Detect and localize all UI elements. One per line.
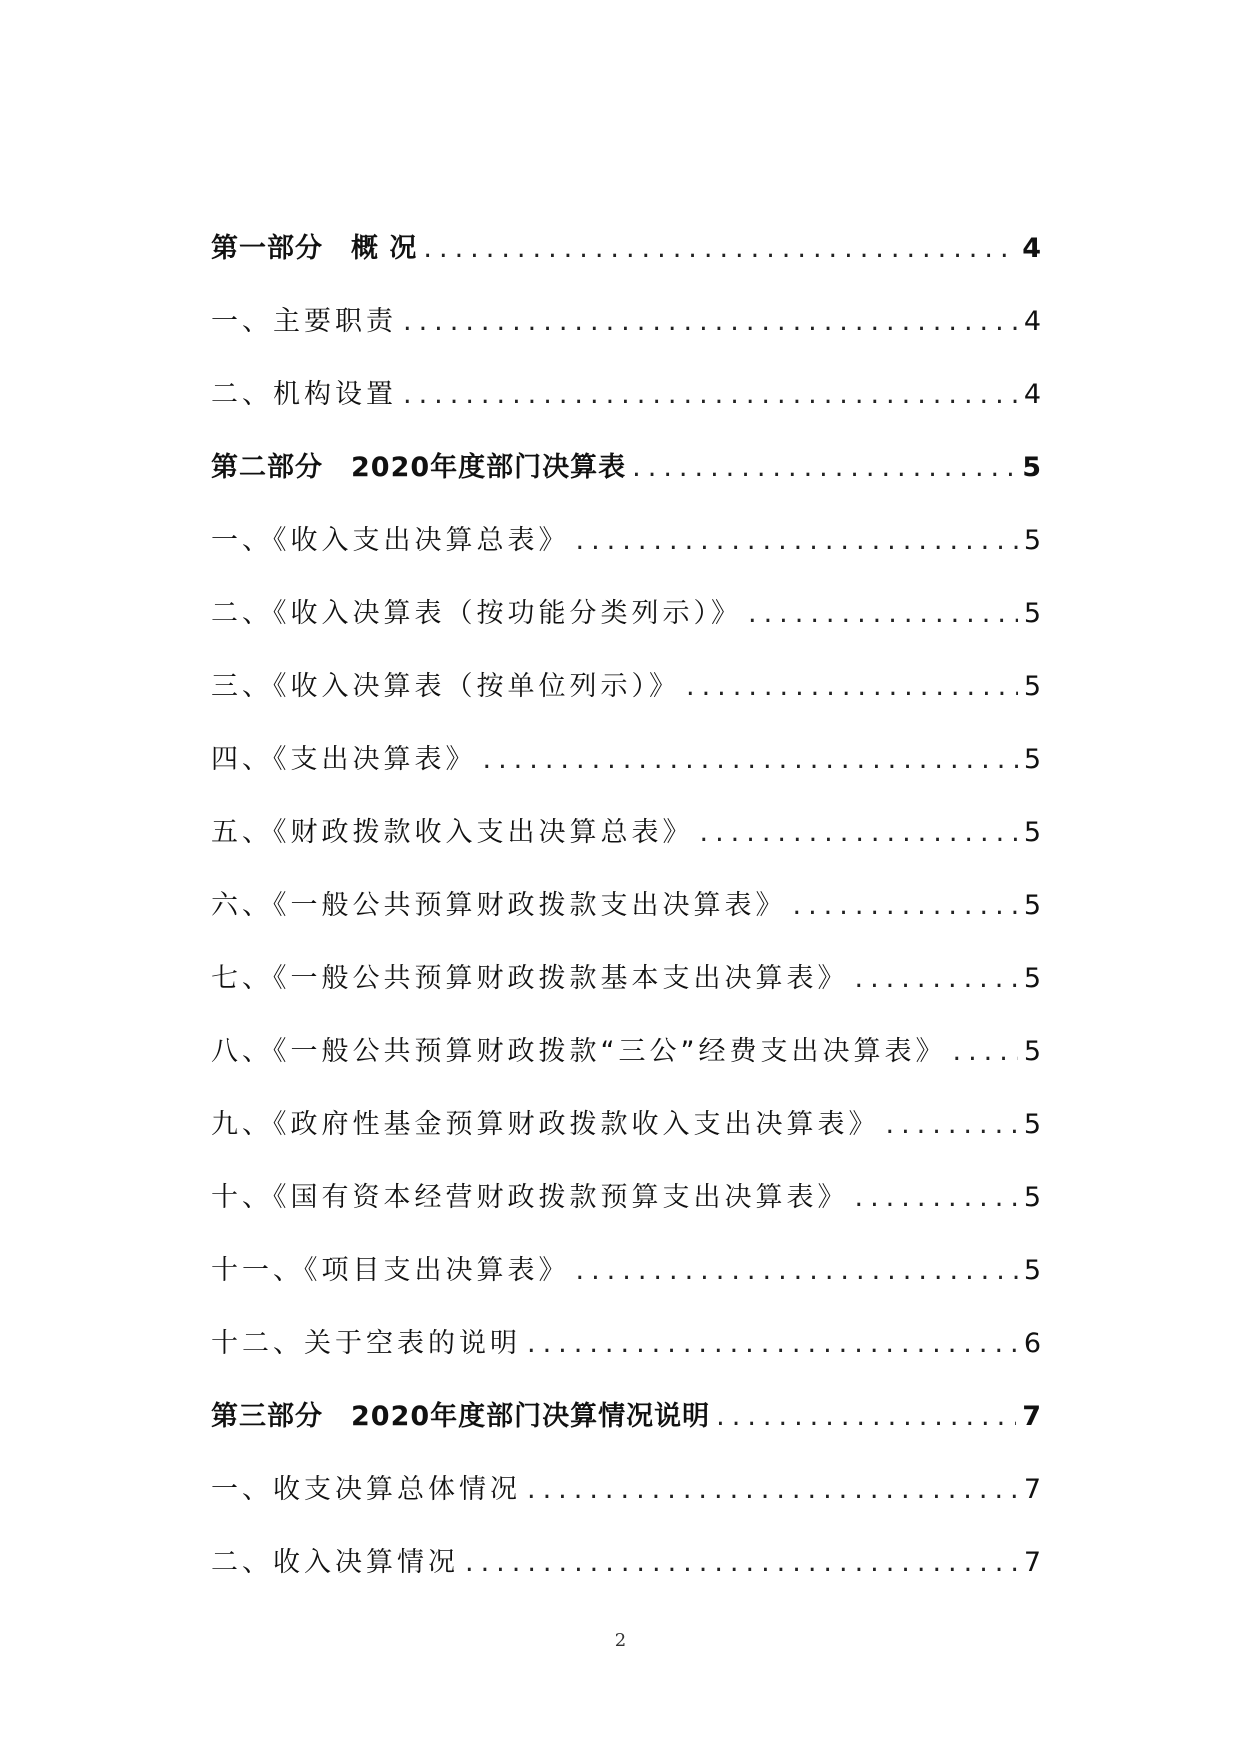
toc-entry-page: 5	[1023, 817, 1041, 848]
toc-entry-page: 5	[1022, 452, 1041, 483]
toc-entry-page: 5	[1023, 525, 1041, 556]
toc-dot-leader	[527, 1317, 1018, 1371]
toc-entry-page: 4	[1023, 379, 1041, 410]
toc-entry-label: 二、《收入决算表（按功能分类列示）》	[211, 598, 742, 629]
toc-entry[interactable]	[211, 514, 1041, 587]
toc-entry-page: 5	[1023, 1109, 1041, 1140]
toc-entry[interactable]	[211, 1317, 1041, 1390]
toc-entry[interactable]	[211, 806, 1041, 879]
toc-entry-page: 7	[1022, 1401, 1041, 1432]
toc-entry-page: 5	[1023, 963, 1041, 994]
toc-entry-label: 第一部分 概 况	[211, 233, 418, 264]
toc-entry-page: 5	[1023, 671, 1041, 702]
toc-entry[interactable]	[211, 1025, 1041, 1098]
toc-dot-leader	[886, 1098, 1018, 1152]
toc-entry[interactable]	[211, 368, 1041, 441]
toc-entry-label: 第二部分 2020年度部门决算表	[211, 452, 627, 483]
toc-dot-leader	[465, 1536, 1018, 1590]
toc-dot-leader	[748, 587, 1018, 641]
toc-entry-label: 十一、《项目支出决算表》	[211, 1255, 570, 1286]
toc-dot-leader	[855, 952, 1018, 1006]
toc-dot-leader	[686, 660, 1018, 714]
toc-entry[interactable]	[211, 222, 1041, 295]
toc-entry-page: 5	[1023, 1036, 1041, 1067]
toc-entry-page: 5	[1023, 598, 1041, 629]
toc-dot-leader	[952, 1025, 1017, 1079]
toc-entry-label: 九、《政府性基金预算财政拨款收入支出决算表》	[211, 1109, 880, 1140]
toc-dot-leader	[716, 1390, 1016, 1444]
toc-entry[interactable]	[211, 1536, 1041, 1609]
toc-dot-leader	[527, 1463, 1018, 1517]
toc-entry[interactable]	[211, 295, 1041, 368]
toc-dot-leader	[576, 514, 1018, 568]
toc-entry-label: 一、《收入支出决算总表》	[211, 525, 570, 556]
toc-entry[interactable]	[211, 441, 1041, 514]
toc-entry-label: 一、主要职责	[211, 306, 397, 337]
toc-entry-label: 七、《一般公共预算财政拨款基本支出决算表》	[211, 963, 849, 994]
toc-entry-label: 五、《财政拨款收入支出决算总表》	[211, 817, 694, 848]
toc-entry-label: 四、《支出决算表》	[211, 744, 477, 775]
toc-entry[interactable]	[211, 1244, 1041, 1317]
toc-entry-label: 六、《一般公共预算财政拨款支出决算表》	[211, 890, 787, 921]
page-number: 2	[614, 1630, 627, 1651]
toc-dot-leader	[403, 295, 1018, 349]
toc-entry-page: 4	[1022, 233, 1041, 264]
toc-entry-page: 5	[1023, 744, 1041, 775]
toc-entry[interactable]	[211, 587, 1041, 660]
toc-entry[interactable]	[211, 733, 1041, 806]
toc-entry-page: 5	[1023, 1182, 1041, 1213]
toc-dot-leader	[423, 222, 1016, 276]
toc-dot-leader	[483, 733, 1018, 787]
toc-entry[interactable]	[211, 1463, 1041, 1536]
toc-entry-page: 7	[1023, 1474, 1041, 1505]
toc-dot-leader	[576, 1244, 1018, 1298]
toc-entry[interactable]	[211, 879, 1041, 952]
toc-entry-page: 4	[1023, 306, 1041, 337]
toc-entry-page: 5	[1023, 890, 1041, 921]
toc-dot-leader	[855, 1171, 1018, 1225]
toc-dot-leader	[793, 879, 1018, 933]
toc-entry[interactable]	[211, 1390, 1041, 1463]
toc-entry[interactable]	[211, 952, 1041, 1025]
toc-entry-page: 7	[1023, 1547, 1041, 1578]
toc-dot-leader	[700, 806, 1018, 860]
toc-dot-leader	[632, 441, 1016, 495]
toc-entry[interactable]	[211, 1171, 1041, 1244]
toc-dot-leader	[403, 368, 1018, 422]
toc-entry-label: 十、《国有资本经营财政拨款预算支出决算表》	[211, 1182, 849, 1213]
toc-entry-page: 5	[1023, 1255, 1041, 1286]
toc-entry-label: 一、收支决算总体情况	[211, 1474, 521, 1505]
toc-entry-label: 十二、关于空表的说明	[211, 1328, 521, 1359]
toc-entry-label: 二、机构设置	[211, 379, 397, 410]
toc-entry-label: 八、《一般公共预算财政拨款“三公”经费支出决算表》	[211, 1036, 947, 1067]
toc-entry[interactable]	[211, 660, 1041, 733]
toc-entry-label: 三、《收入决算表（按单位列示）》	[211, 671, 680, 702]
toc-entry-label: 第三部分 2020年度部门决算情况说明	[211, 1401, 711, 1432]
table-of-contents	[211, 222, 1041, 1609]
toc-entry-label: 二、收入决算情况	[211, 1547, 459, 1578]
toc-entry[interactable]	[211, 1098, 1041, 1171]
toc-entry-page: 6	[1023, 1328, 1041, 1359]
